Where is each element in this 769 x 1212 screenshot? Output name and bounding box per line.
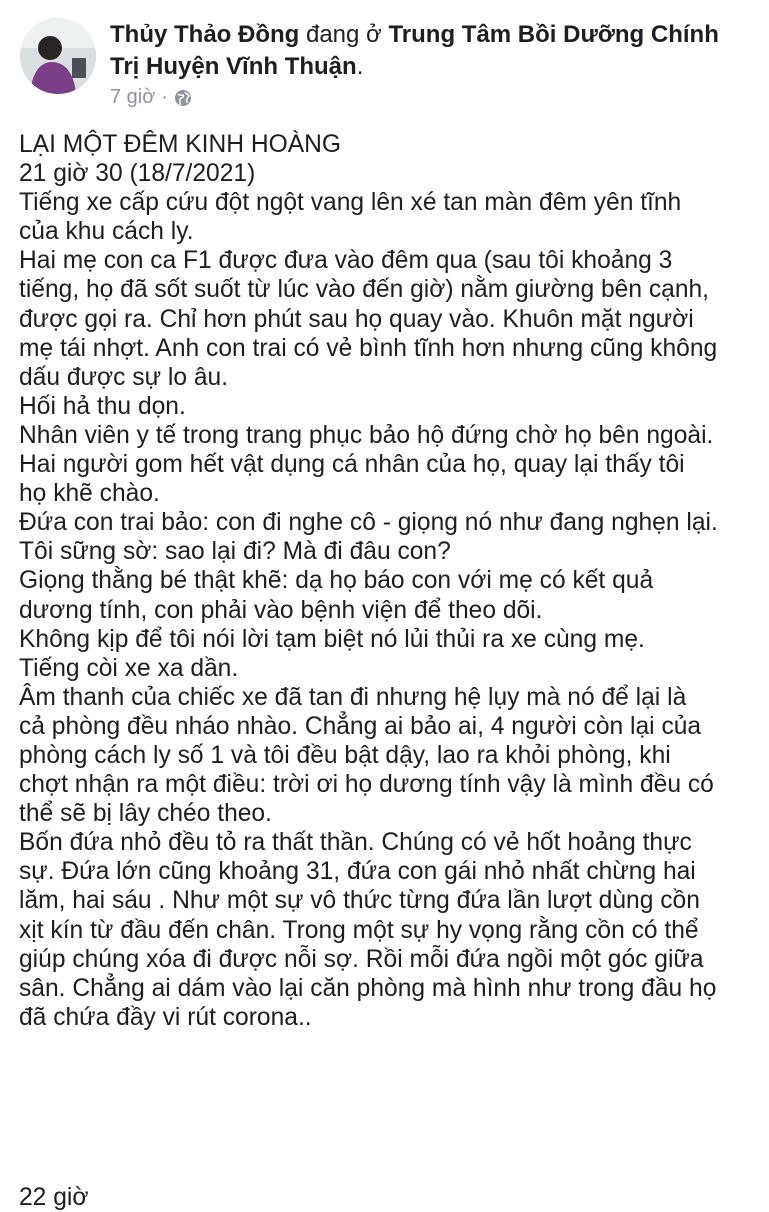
post-text-line: Âm thanh của chiếc xe đã tan đi nhưng hệ lụy mà nó để lại là [19, 683, 687, 711]
location-link[interactable]: Trung Tâm Bồi Dưỡng Chính [388, 21, 719, 48]
post-text-line: giúp chúng xóa đi được nỗi sợ. Rồi mỗi đứa ngồi một góc giữa [19, 945, 704, 973]
location-line [110, 52, 760, 82]
post-text-line: Nhân viên y tế trong trang phục bảo hộ đứng chờ họ bên ngoài. [19, 421, 714, 449]
author-avatar[interactable] [20, 18, 96, 94]
post-text-line: dương tính, con phải vào bệnh viện để theo dõi. [19, 596, 543, 624]
post-text-line: xịt kín từ đầu đến chân. Trong một sự hy vọng rằng cồn có thể [19, 916, 699, 944]
author-name[interactable]: Thủy Thảo Đồng [110, 21, 300, 48]
post-text-line: dấu được sự lo âu. [19, 363, 229, 391]
post-text-line: đã chứa đầy vi rút corona.. [19, 1003, 312, 1031]
post-text-line: sân. Chẳng ai dám vào lại căn phòng mà hình như trong đầu họ [19, 974, 717, 1002]
location-link-continued[interactable]: Trị Huyện Vĩnh Thuận [110, 53, 357, 80]
post-body [19, 130, 764, 1032]
post-text-line: tiếng, họ đã sốt suốt từ lúc vào đến giờ) nằm giường bên cạnh, [19, 276, 710, 304]
post-text-line: Hai mẹ con ca F1 được đưa vào đêm qua (sau tôi khoảng 3 [19, 247, 673, 275]
post-text-line: Tiếng xe cấp cứu đột ngột vang lên xé tan màn đêm yên tĩnh [19, 189, 682, 217]
location-suffix: . [356, 53, 364, 80]
globe-icon[interactable] [174, 89, 192, 107]
post-text-line: Đứa con trai bảo: con đi nghe cô - giọng nó như đang nghẹn lại. [19, 509, 718, 537]
post-time[interactable]: 7 giờ [110, 86, 156, 108]
next-post-time-cutoff: 22 giờ [19, 1184, 89, 1211]
post-text-line: thể sẽ bị lây chéo theo. [19, 800, 272, 828]
post-header [20, 14, 760, 110]
post-text-line: 21 giờ 30 (18/7/2021) [19, 160, 256, 188]
author-line [110, 20, 760, 50]
post-text-line: Tôi sững sờ: sao lại đi? Mà đi đâu con? [19, 538, 451, 566]
location-prefix: đang ở [299, 21, 389, 48]
post-text-line: Tiếng còi xe xa dần. [19, 654, 239, 682]
post-text-line: sự. Đứa lớn cũng khoảng 31, đứa con gái nhỏ nhất chừng hai [19, 858, 696, 886]
post-meta [110, 86, 192, 109]
post-text-line: Hối hả thu dọn. [19, 392, 186, 420]
post-text-line: lăm, hai sáu . Như một sự vô thức từng đứa lần lượt dùng cồn [19, 887, 700, 915]
post-text-line: Không kịp để tôi nói lời tạm biệt nó lủi thủi ra xe cùng mẹ. [19, 625, 645, 653]
post-text-line: chợt nhận ra một điều: trời ơi họ dương tính vậy là mình đều có [19, 771, 714, 799]
post-text-line: Giọng thằng bé thật khẽ: dạ họ báo con với mẹ có kết quả [19, 567, 654, 595]
post-text-line: Hai người gom hết vật dụng cá nhân của họ, quay lại thấy tôi [19, 451, 685, 479]
post-text-line: phòng cách ly số 1 và tôi đều bật dậy, lao ra khỏi phòng, khi [19, 741, 671, 769]
post-text-line: LẠI MỘT ĐÊM KINH HOÀNG [19, 131, 342, 158]
post-text-line: mẹ tái nhợt. Anh con trai có vẻ bình tĩnh hơn nhưng cũng không [19, 334, 718, 362]
post-text-line: cả phòng đều nháo nhào. Chẳng ai bảo ai, 4 người còn lại của [19, 712, 702, 740]
meta-separator: · [161, 86, 169, 108]
post-text-line: của khu cách ly. [19, 218, 194, 246]
post-text-line: Bốn đứa nhỏ đều tỏ ra thất thần. Chúng có vẻ hốt hoảng thực [19, 829, 692, 857]
avatar-photo [20, 18, 96, 94]
post-text-line: được gọi ra. Chỉ hơn phút sau họ quay vào. Khuôn mặt người [19, 305, 694, 333]
post-text-line: họ khẽ chào. [19, 480, 160, 508]
